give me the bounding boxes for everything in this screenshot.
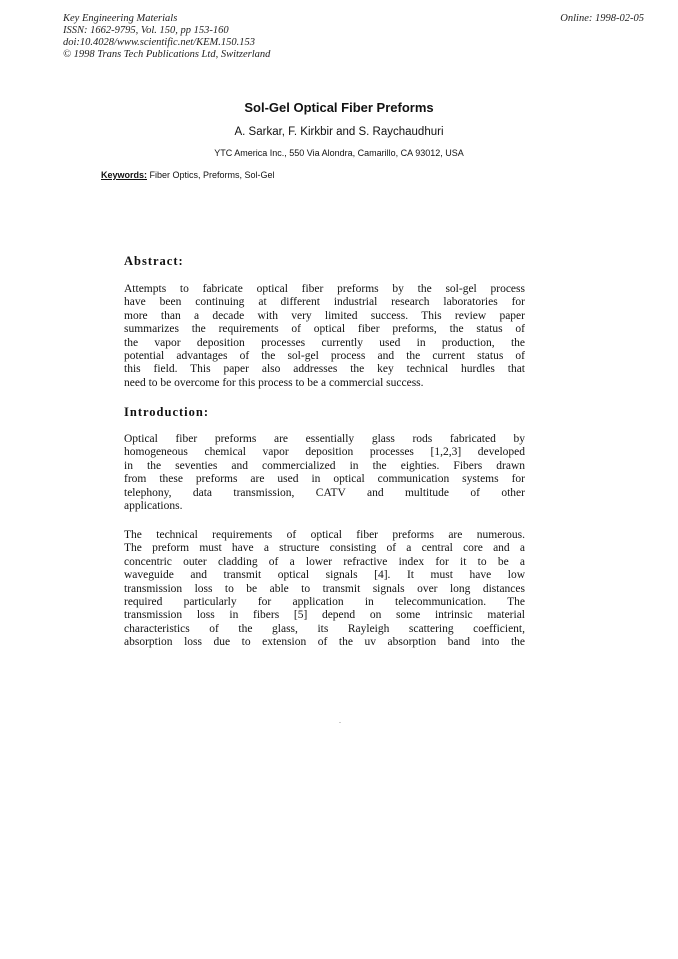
online-date: Online: 1998-02-05: [560, 13, 644, 24]
doi-line: doi:10.4028/www.scientific.net/KEM.150.153: [63, 37, 255, 48]
text-line: Optical fiber preforms are essentially glass rods fabricated by: [124, 433, 525, 445]
text-line: from these preforms are used in optical communication systems for: [124, 473, 525, 486]
affiliation: YTC America Inc., 550 Via Alondra, Camarillo, CA 93012, USA: [214, 148, 464, 158]
journal-name: Key Engineering Materials: [63, 13, 178, 24]
scan-speck: [339, 722, 341, 723]
text-line: this field. This paper also addresses the key technical hurdles that: [124, 363, 525, 376]
keywords: [101, 170, 275, 180]
abstract-body: [124, 283, 525, 390]
text-line: homogeneous chemical vapor deposition processes [1,2,3] developed: [124, 446, 525, 459]
authors: A. Sarkar, F. Kirkbir and S. Raychaudhuri: [234, 126, 444, 138]
abstract-heading: Abstract:: [124, 254, 184, 268]
paper-title: Sol-Gel Optical Fiber Preforms: [244, 100, 434, 115]
issn-line: ISSN: 1662-9795, Vol. 150, pp 153-160: [63, 25, 229, 36]
text-line: absorption loss due to extension of the uv absorption band into the: [124, 636, 525, 649]
text-line: potential advantages of the sol-gel process and the current status of: [124, 350, 525, 363]
text-line: in the seventies and commercialized in the eighties. Fibers drawn: [124, 459, 525, 472]
text-line: the vapor deposition processes currently used in production, the: [124, 336, 525, 349]
text-line: Attempts to fabricate optical fiber preforms by the sol-gel process: [124, 283, 525, 295]
text-line: summarizes the requirements of optical fiber preforms, the status of: [124, 323, 525, 336]
text-line: need to be overcome for this process to be a commercial success.: [124, 376, 424, 389]
text-line: The preform must have a structure consisting of a central core and a: [124, 542, 525, 555]
text-line: applications.: [124, 500, 183, 513]
text-line: transmission loss in fibers [5] depend on some intrinsic material: [124, 609, 525, 622]
text-line: transmission loss to be able to transmit signals over long distances: [124, 582, 525, 595]
text-line: waveguide and transmit optical signals [4]. It must have low: [124, 569, 525, 582]
text-line: more than a decade with very limited success. This review paper: [124, 309, 525, 322]
introduction-paragraph-1: [124, 433, 525, 513]
text-line: have been continuing at different industrial research laboratories for: [124, 296, 525, 309]
copyright-line: © 1998 Trans Tech Publications Ltd, Switzerland: [63, 49, 271, 60]
text-line: required particularly for application in telecommunication. The: [124, 596, 525, 609]
introduction-heading: Introduction:: [124, 405, 210, 419]
text-line: characteristics of the glass, its Rayleigh scattering coefficient,: [124, 622, 525, 635]
text-line: telephony, data transmission, CATV and multitude of other: [124, 486, 525, 499]
introduction-paragraph-2: [124, 529, 525, 650]
keywords-value: Fiber Optics, Preforms, Sol-Gel: [147, 170, 275, 180]
text-line: concentric outer cladding of a lower refractive index for it to be a: [124, 555, 525, 568]
journal-header: [63, 13, 270, 61]
text-line: The technical requirements of optical fiber preforms are numerous.: [124, 529, 525, 541]
keywords-label: Keywords:: [101, 170, 148, 180]
